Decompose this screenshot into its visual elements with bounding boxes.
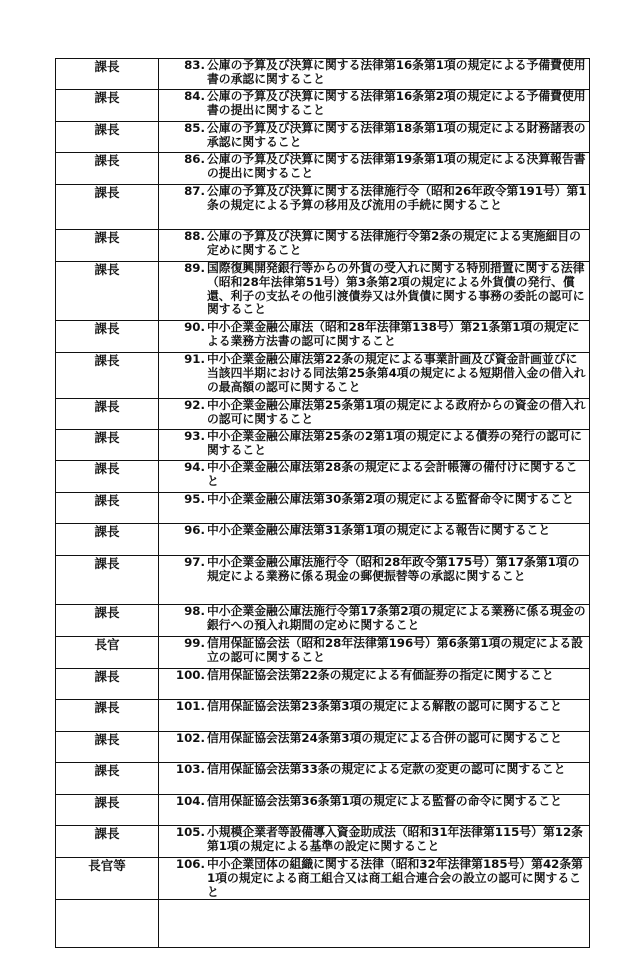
role-cell: 課長 [56, 605, 159, 637]
role-cell: 長官等 [56, 858, 159, 900]
item-number: 104. [175, 794, 205, 808]
role-cell: 課長 [56, 461, 159, 493]
table-row [56, 262, 590, 321]
role-cell: 課長 [56, 59, 159, 90]
item-number: 83. [184, 58, 205, 72]
description-cell [159, 605, 590, 637]
role-cell: 課長 [56, 122, 159, 153]
description-cell [159, 637, 590, 669]
description-cell [159, 59, 590, 90]
role-cell [56, 900, 159, 948]
description-cell [159, 262, 590, 321]
table-row [56, 399, 590, 430]
item-number: 98. [184, 604, 205, 618]
item-text: 中小企業金融公庫法第30条第2項の規定による監督命令に関すること [207, 492, 574, 506]
table-row [56, 858, 590, 900]
table-body [56, 59, 590, 948]
role-cell: 課長 [56, 185, 159, 230]
description-cell [159, 122, 590, 153]
item-text: 中小企業金融公庫法施行令（昭和28年政令第175号）第17条第1項の規定による業務に係る現金の郵便振替等の承認に関すること [207, 555, 580, 583]
item-text: 中小企業金融公庫法第22条の規定による事業計画及び資金計画並びに当該四半期における同法第25条第4項の規定による短期借入金の借入れの最高額の認可に関すること [207, 352, 586, 394]
description-cell [159, 700, 590, 732]
item-number: 100. [175, 668, 205, 682]
item-number: 89. [184, 261, 205, 275]
item-number: 90. [184, 320, 205, 334]
item-number: 91. [184, 352, 205, 366]
item-number: 106. [175, 857, 205, 871]
table-row [56, 556, 590, 605]
table-row [56, 900, 590, 948]
role-cell: 課長 [56, 262, 159, 321]
table-row [56, 763, 590, 795]
description-cell [159, 826, 590, 858]
description-cell [159, 669, 590, 700]
table-row [56, 321, 590, 353]
table-row [56, 605, 590, 637]
item-text: 公庫の予算及び決算に関する法律施行令第2条の規定による実施細目の定めに関すること [207, 229, 581, 257]
description-cell [159, 399, 590, 430]
role-cell: 課長 [56, 524, 159, 556]
role-cell: 課長 [56, 153, 159, 185]
item-number: 93. [184, 429, 205, 443]
table-row [56, 59, 590, 90]
item-text: 信用保証協会法第22条の規定による有価証券の指定に関すること [207, 668, 554, 682]
item-text: 信用保証協会法第23条第3項の規定による解散の認可に関すること [207, 699, 562, 713]
table-row [56, 700, 590, 732]
item-text: 中小企業金融公庫法第28条の規定による会計帳簿の備付けに関すること [207, 460, 578, 488]
role-cell: 課長 [56, 826, 159, 858]
description-cell [159, 732, 590, 763]
table-row [56, 153, 590, 185]
table-row [56, 826, 590, 858]
description-cell [159, 185, 590, 230]
table-row [56, 669, 590, 700]
role-cell: 課長 [56, 732, 159, 763]
delegation-table [55, 58, 590, 948]
table-row [56, 637, 590, 669]
description-cell [159, 556, 590, 605]
item-text: 国際復興開発銀行等からの外貨の受入れに関する特別措置に関する法律（昭和28年法律第51号）第3条第2項の規定による外貨債の発行、償還、利子の支払その他引渡債券又は外貨債に関する事務の委託の認可に関すること [207, 261, 585, 317]
description-cell [159, 461, 590, 493]
role-cell: 長官 [56, 637, 159, 669]
role-cell: 課長 [56, 321, 159, 353]
description-cell [159, 230, 590, 262]
role-cell: 課長 [56, 556, 159, 605]
item-number: 95. [184, 492, 205, 506]
item-text: 公庫の予算及び決算に関する法律第19条第1項の規定による決算報告書の提出に関すること [207, 152, 586, 180]
description-cell [159, 430, 590, 461]
item-text: 信用保証協会法第33条の規定による定款の変更の認可に関すること [207, 762, 566, 776]
item-text: 中小企業団体の組織に関する法律（昭和32年法律第185号）第42条第1項の規定による商工組合又は商工組合連合会の設立の認可に関すること [207, 857, 583, 899]
item-number: 94. [184, 460, 205, 474]
role-cell: 課長 [56, 230, 159, 262]
description-cell [159, 524, 590, 556]
table-row [56, 795, 590, 826]
item-text: 中小企業金融公庫法施行令第17条第2項の規定による業務に係る現金の銀行への預入れ期間の定めに関すること [207, 604, 586, 632]
item-number: 105. [175, 825, 205, 839]
item-text: 公庫の予算及び決算に関する法律第16条第2項の規定による予備費使用書の提出に関すること [207, 89, 586, 117]
item-number: 92. [184, 398, 205, 412]
item-number: 101. [175, 699, 205, 713]
role-cell: 課長 [56, 430, 159, 461]
table-row [56, 230, 590, 262]
table-row [56, 122, 590, 153]
role-cell: 課長 [56, 763, 159, 795]
role-cell: 課長 [56, 795, 159, 826]
description-cell [159, 795, 590, 826]
description-cell [159, 763, 590, 795]
item-number: 87. [184, 184, 205, 198]
description-cell [159, 858, 590, 900]
item-text: 信用保証協会法第36条第1項の規定による監督の命令に関すること [207, 794, 562, 808]
description-cell [159, 900, 590, 948]
table-row [56, 90, 590, 122]
table-row [56, 461, 590, 493]
table-row [56, 185, 590, 230]
item-text: 中小企業金融公庫法第25条第1項の規定による政府からの資金の借入れの認可に関すること [207, 398, 586, 426]
item-text: 中小企業金融公庫法第31条第1項の規定による報告に関すること [207, 523, 551, 537]
role-cell: 課長 [56, 353, 159, 399]
description-cell [159, 493, 590, 524]
item-text: 信用保証協会法（昭和28年法律第196号）第6条第1項の規定による設立の認可に関すること [207, 636, 583, 664]
item-number: 84. [184, 89, 205, 103]
role-cell: 課長 [56, 700, 159, 732]
item-text: 公庫の予算及び決算に関する法律第18条第1項の規定による財務諸表の承認に関すること [207, 121, 586, 149]
table-row [56, 732, 590, 763]
item-text: 小規模企業者等設備導入資金助成法（昭和31年法律第115号）第12条第1項の規定による基準の設定に関すること [207, 825, 583, 853]
item-text: 中小企業金融公庫法（昭和28年法律第138号）第21条第1項の規定による業務方法書の認可に関すること [207, 320, 580, 348]
item-number: 88. [184, 229, 205, 243]
description-cell [159, 321, 590, 353]
role-cell: 課長 [56, 90, 159, 122]
item-number: 97. [184, 555, 205, 569]
item-number: 102. [175, 731, 205, 745]
item-number: 103. [175, 762, 205, 776]
item-number: 85. [184, 121, 205, 135]
table-row [56, 353, 590, 399]
item-text: 信用保証協会法第24条第3項の規定による合併の認可に関すること [207, 731, 562, 745]
role-cell: 課長 [56, 669, 159, 700]
item-text: 中小企業金融公庫法第25条の2第1項の規定による債券の発行の認可に関すること [207, 429, 582, 457]
table-row [56, 524, 590, 556]
role-cell: 課長 [56, 493, 159, 524]
item-text: 公庫の予算及び決算に関する法律施行令（昭和26年政令第191号）第1条の規定による予算の移用及び流用の手続に関すること [207, 184, 587, 212]
item-number: 96. [184, 523, 205, 537]
table-row [56, 493, 590, 524]
item-number: 86. [184, 152, 205, 166]
description-cell [159, 153, 590, 185]
description-cell [159, 90, 590, 122]
item-number: 99. [184, 636, 205, 650]
description-cell [159, 353, 590, 399]
role-cell: 課長 [56, 399, 159, 430]
table-row [56, 430, 590, 461]
item-text: 公庫の予算及び決算に関する法律第16条第1項の規定による予備費使用書の承認に関すること [207, 58, 586, 86]
